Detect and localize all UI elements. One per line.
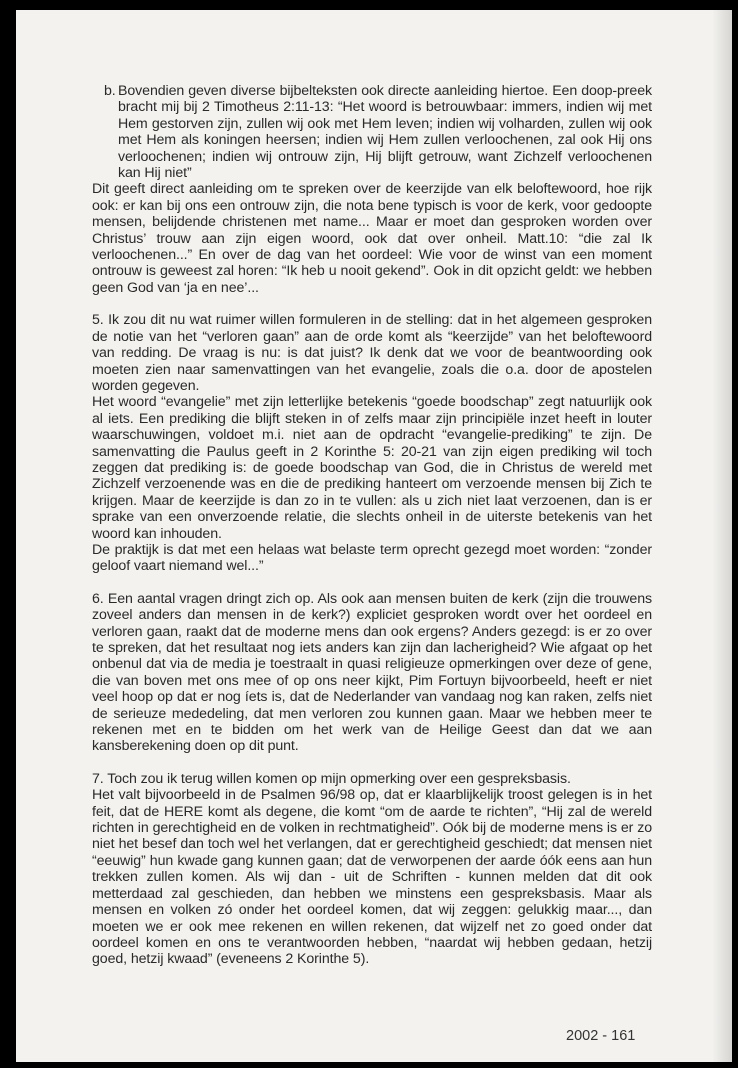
body-text bbox=[92, 83, 652, 968]
section-7-paragraph: 7. Toch zou ik terug willen komen op mijn opmerking over een gespreksbasis. bbox=[92, 770, 571, 787]
section-7-paragraph: Het valt bijvoorbeeld in de Psalmen 96/98 op, dat er klaarblijkelijk troost gelegen is in het feit, dat de HERE komt als degene, die komt “om de aarde te richten”, “Hij zal de wereld richten in gerechtigheid en de volken in rechtmatigheid”. Oók bij de moderne mens is er zo niet het besef dan toch wel het verlangen, dat er gerechtigheid geschiedt; dat mensen niet “eeuwig” hun kwade gang kunnen gaan; dat de verworpenen der aarde óók eens aan hun trekken zullen komen. Als wij dan - uit de Schriften - kunnen melden dat dit ook metterdaad zal geschieden, dan hebben we minstens een gespreksbasis. Maar als mensen en volken zó onder het oordeel komen, dat wij zeggen: gelukkig maar..., dan moeten we er ook mee rekenen en willen rekenen, dat wijzelf net zo goed onder dat oordeel komen en ons te verantwoorden hebben, “naardat wij hebben gedaan, hetzij goed, hetzij kwaad” (eveneens 2 Korinthe 5). bbox=[92, 787, 652, 968]
paragraph: Dit geeft direct aanleiding om te spreken over de keerzijde van elk beloftewoord, hoe rijk ook: er kan bij ons een ontrouw zijn, die nota bene typisch is voor de kerk, voor gedoopte mensen, belijdende christenen met name... Maar er moet dan gesproken worden over Christus’ trouw aan zijn eigen woord, ook dat over onheil. Matt.10: “die zal Ik verloochenen...” En over de dag van het oordeel: Wie voor de winst van een moment ontrouw is geweest zal horen: “Ik heb u nooit gekend”. Ook in dit opzicht geldt: we hebben geen God van ‘ja en nee’... bbox=[92, 181, 652, 296]
page-edge-shadow bbox=[712, 10, 732, 1062]
section-5-paragraph: De praktijk is dat met een helaas wat belaste term oprecht gezegd moet worden: “zonder geloof vaart niemand wel...” bbox=[92, 541, 652, 575]
section-5-paragraph: Het woord “evangelie” met zijn letterlijke betekenis “goede boodschap” zegt natuurlijk ook al iets. Een prediking die blijft steken in of zelfs maar zijn principiële inzet heeft in louter waarschuwingen, voldoet m.i. niet aan de opdracht “evangelie-prediking” te zijn. De samenvatting die Paulus geeft in 2 Korinthe 5: 20-21 van zijn eigen prediking wil toch zeggen dat prediking is: de goede boodschap van God, die in Christus de wereld met Zichzelf verzoenende was en die de prediking hanteert om verzoende mensen bij Zich te krijgen. Maar de keerzijde is dan zo in te vullen: als u zich niet laat verzoenen, dan is er sprake van een onverzoende relatie, die slechts onheil in de uiterste betekenis van het woord kan inhouden. bbox=[92, 394, 652, 542]
section-5-paragraph: 5. Ik zou dit nu wat ruimer willen formuleren in de stelling: dat in het algemeen gesproken de notie van het “verloren gaan” aan de orde komt als “keerzijde” van het beloftewoord van redding. De vraag is nu: is dat juist? Ik denk dat we voor de beantwoording ook moeten zien naar samenvattingen van het evangelie, zoals die o.a. door de apostelen worden gegeven. bbox=[92, 312, 652, 394]
item-b-text: Bovendien geven diverse bijbelteksten ook directe aanleiding hiertoe. Een doop-preek bracht mij bij 2 Timotheus 2:11-13: “Het woord is betrouwbaar: immers, indien wij met Hem gestorven zijn, zullen wij ook met Hem leven; indien wij volharden, zullen wij ook met Hem als koningen heersen; indien wij Hem zullen verloochenen, zal ook Hij ons verloochenen; indien wij ontrouw zijn, Hij blijft getrouw, want Zichzelf verloochenen kan Hij niet” bbox=[118, 83, 652, 182]
scanned-page bbox=[16, 10, 732, 1062]
item-b-label: b. bbox=[104, 83, 116, 99]
section-6-paragraph: 6. Een aantal vragen dringt zich op. Als ook aan mensen buiten de kerk (zijn die trouwens zoveel anders dan mensen in de kerk?) expliciet gesproken wordt over het oordeel en verloren gaan, raakt dat de moderne mens dan ook ergens? Anders gezegd: is er zo over te spreken, dat het resultaat nog iets anders kan zijn dan lacherigheid? Wie afgaat op het onbenul dat via de media je toestraalt in quasi religieuze opmerkingen over deze of gene, die van boven met ons mee of op ons neer kijkt, Pim Fortuyn bijvoorbeeld, heeft er niet veel hoop op dat er nog íets is, dat de Nederlander van vandaag nog kan raken, zelfs niet de serieuze mededeling, dat men verloren zou kunnen gaan. Maar we hebben meer te rekenen met en te bidden om het werk van de Heilige Geest dan dat we aan kansberekening doen op dit punt. bbox=[92, 590, 652, 755]
page-number: 2002 - 161 bbox=[566, 1028, 636, 1044]
item-b bbox=[92, 83, 652, 181]
